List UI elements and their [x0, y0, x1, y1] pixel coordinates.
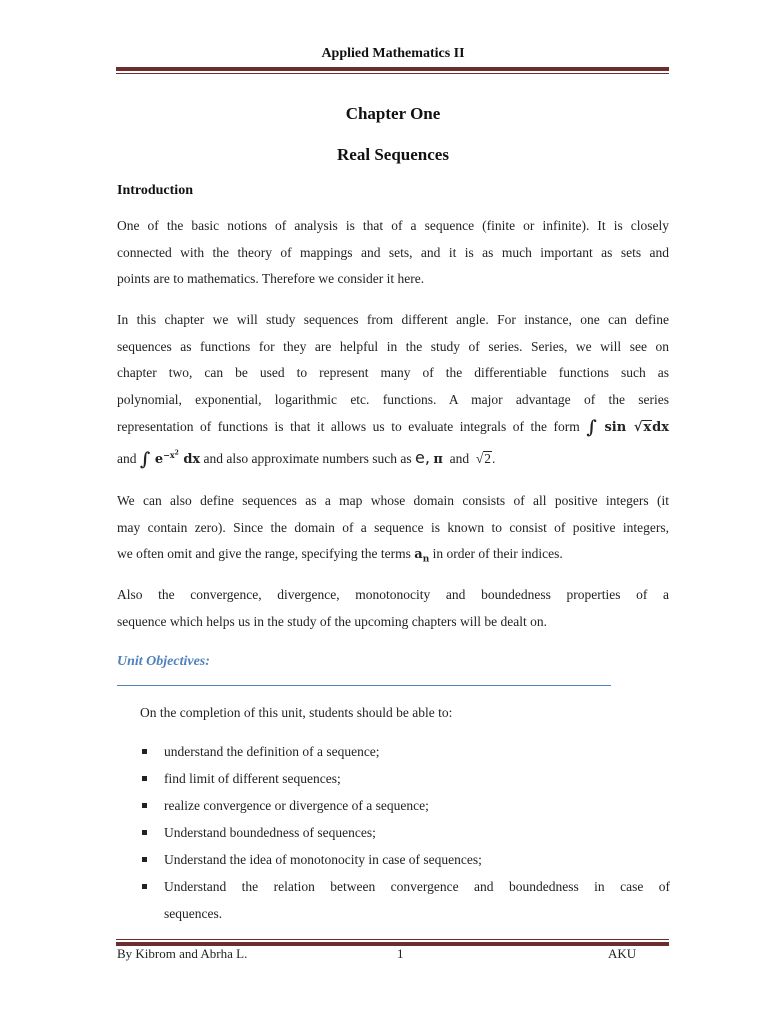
intro-paragraph-2 [117, 307, 670, 471]
paragraph-line-with-term: we often omit and give the range, specifying the terms $a_n$ in order of their indices. [117, 546, 563, 565]
paragraph-line: points are to mathematics. Therefore we consider it here. [117, 271, 425, 287]
header-rule-thick [116, 67, 669, 71]
euler-number: e, [415, 448, 430, 468]
pi-symbol: π [433, 452, 443, 468]
paragraph-line: We can also define sequences as a map whose domain consists of all positive integers (it [117, 493, 669, 508]
list-item: Understand the idea of monotonocity in case of sequences; [140, 846, 670, 873]
bullet-icon [142, 803, 147, 808]
integral-gaussian: ∫ $e^{-x^2}$ dx [139, 449, 201, 471]
integral-sin-sqrt-x: ∫ sin √xdx [586, 416, 670, 438]
footer-rule-thin [116, 939, 669, 940]
paragraph-line-with-integral [117, 414, 669, 441]
intro-paragraph-1 [117, 213, 669, 293]
chapter-title: Real Sequences [337, 145, 449, 164]
objectives-list [140, 738, 670, 927]
paragraph-line: In this chapter we will study sequences from different angle. For instance, one can define [117, 312, 669, 327]
footer-authors: By Kibrom and Abrha L. [117, 946, 248, 961]
bullet-icon [142, 857, 147, 862]
intro-paragraph-3 [117, 488, 669, 568]
bullet-icon [142, 776, 147, 781]
page-number: 1 [397, 946, 404, 961]
list-item: find limit of different sequences; [140, 765, 670, 792]
sqrt-two: √2 [475, 451, 491, 467]
paragraph-line: chapter two, can be used to represent many of the differentiable functions such as [117, 365, 669, 381]
list-item: Understand the relation between convergence and boundedness in case of sequences. [140, 873, 670, 927]
objectives-divider [117, 685, 611, 686]
list-item: realize convergence or divergence of a sequence; [140, 792, 670, 819]
paragraph-line: polynomial, exponential, logarithmic etc. functions. A major advantage of the series [117, 392, 669, 408]
chapter-number: Chapter One [345, 104, 441, 123]
header-rule-thin [116, 73, 669, 74]
bullet-icon [142, 884, 147, 889]
list-item: Understand boundedness of sequences; [140, 819, 670, 846]
introduction-heading: Introduction [117, 183, 193, 198]
paragraph-line: sequence which helps us in the study of the upcoming chapters will be dealt on. [117, 613, 548, 629]
paragraph-line: may contain zero). Since the domain of a sequence is known to consist of positive integers, [117, 519, 669, 535]
paragraph-text: representation of functions is that it allows us to evaluate integrals of the form [117, 418, 580, 434]
sequence-term: $a_n$ [414, 547, 430, 565]
unit-objectives-heading: Unit Objectives: [117, 654, 210, 669]
footer-institution: AKU [608, 946, 637, 961]
bullet-icon [142, 749, 147, 754]
running-header-title: Applied Mathematics II [321, 46, 465, 61]
list-item: understand the definition of a sequence; [140, 738, 670, 765]
paragraph-line: connected with the theory of mappings and sets, and it is as much important as sets and [117, 244, 669, 260]
paragraph-line: Also the convergence, divergence, monotonocity and boundedness properties of a [117, 587, 669, 602]
intro-paragraph-4 [117, 582, 669, 635]
paragraph-line-with-math: and ∫ $e^{-x^2}$ dx and also approximate numbers such as e, π and √2. [117, 448, 496, 471]
paragraph-line: One of the basic notions of analysis is that of a sequence (finite or infinite). It is closely [117, 218, 669, 233]
bullet-icon [142, 830, 147, 835]
objectives-intro: On the completion of this unit, students should be able to: [140, 705, 453, 720]
paragraph-line: sequences as functions for they are helpful in the study of series. Series, we will see on [117, 338, 669, 354]
